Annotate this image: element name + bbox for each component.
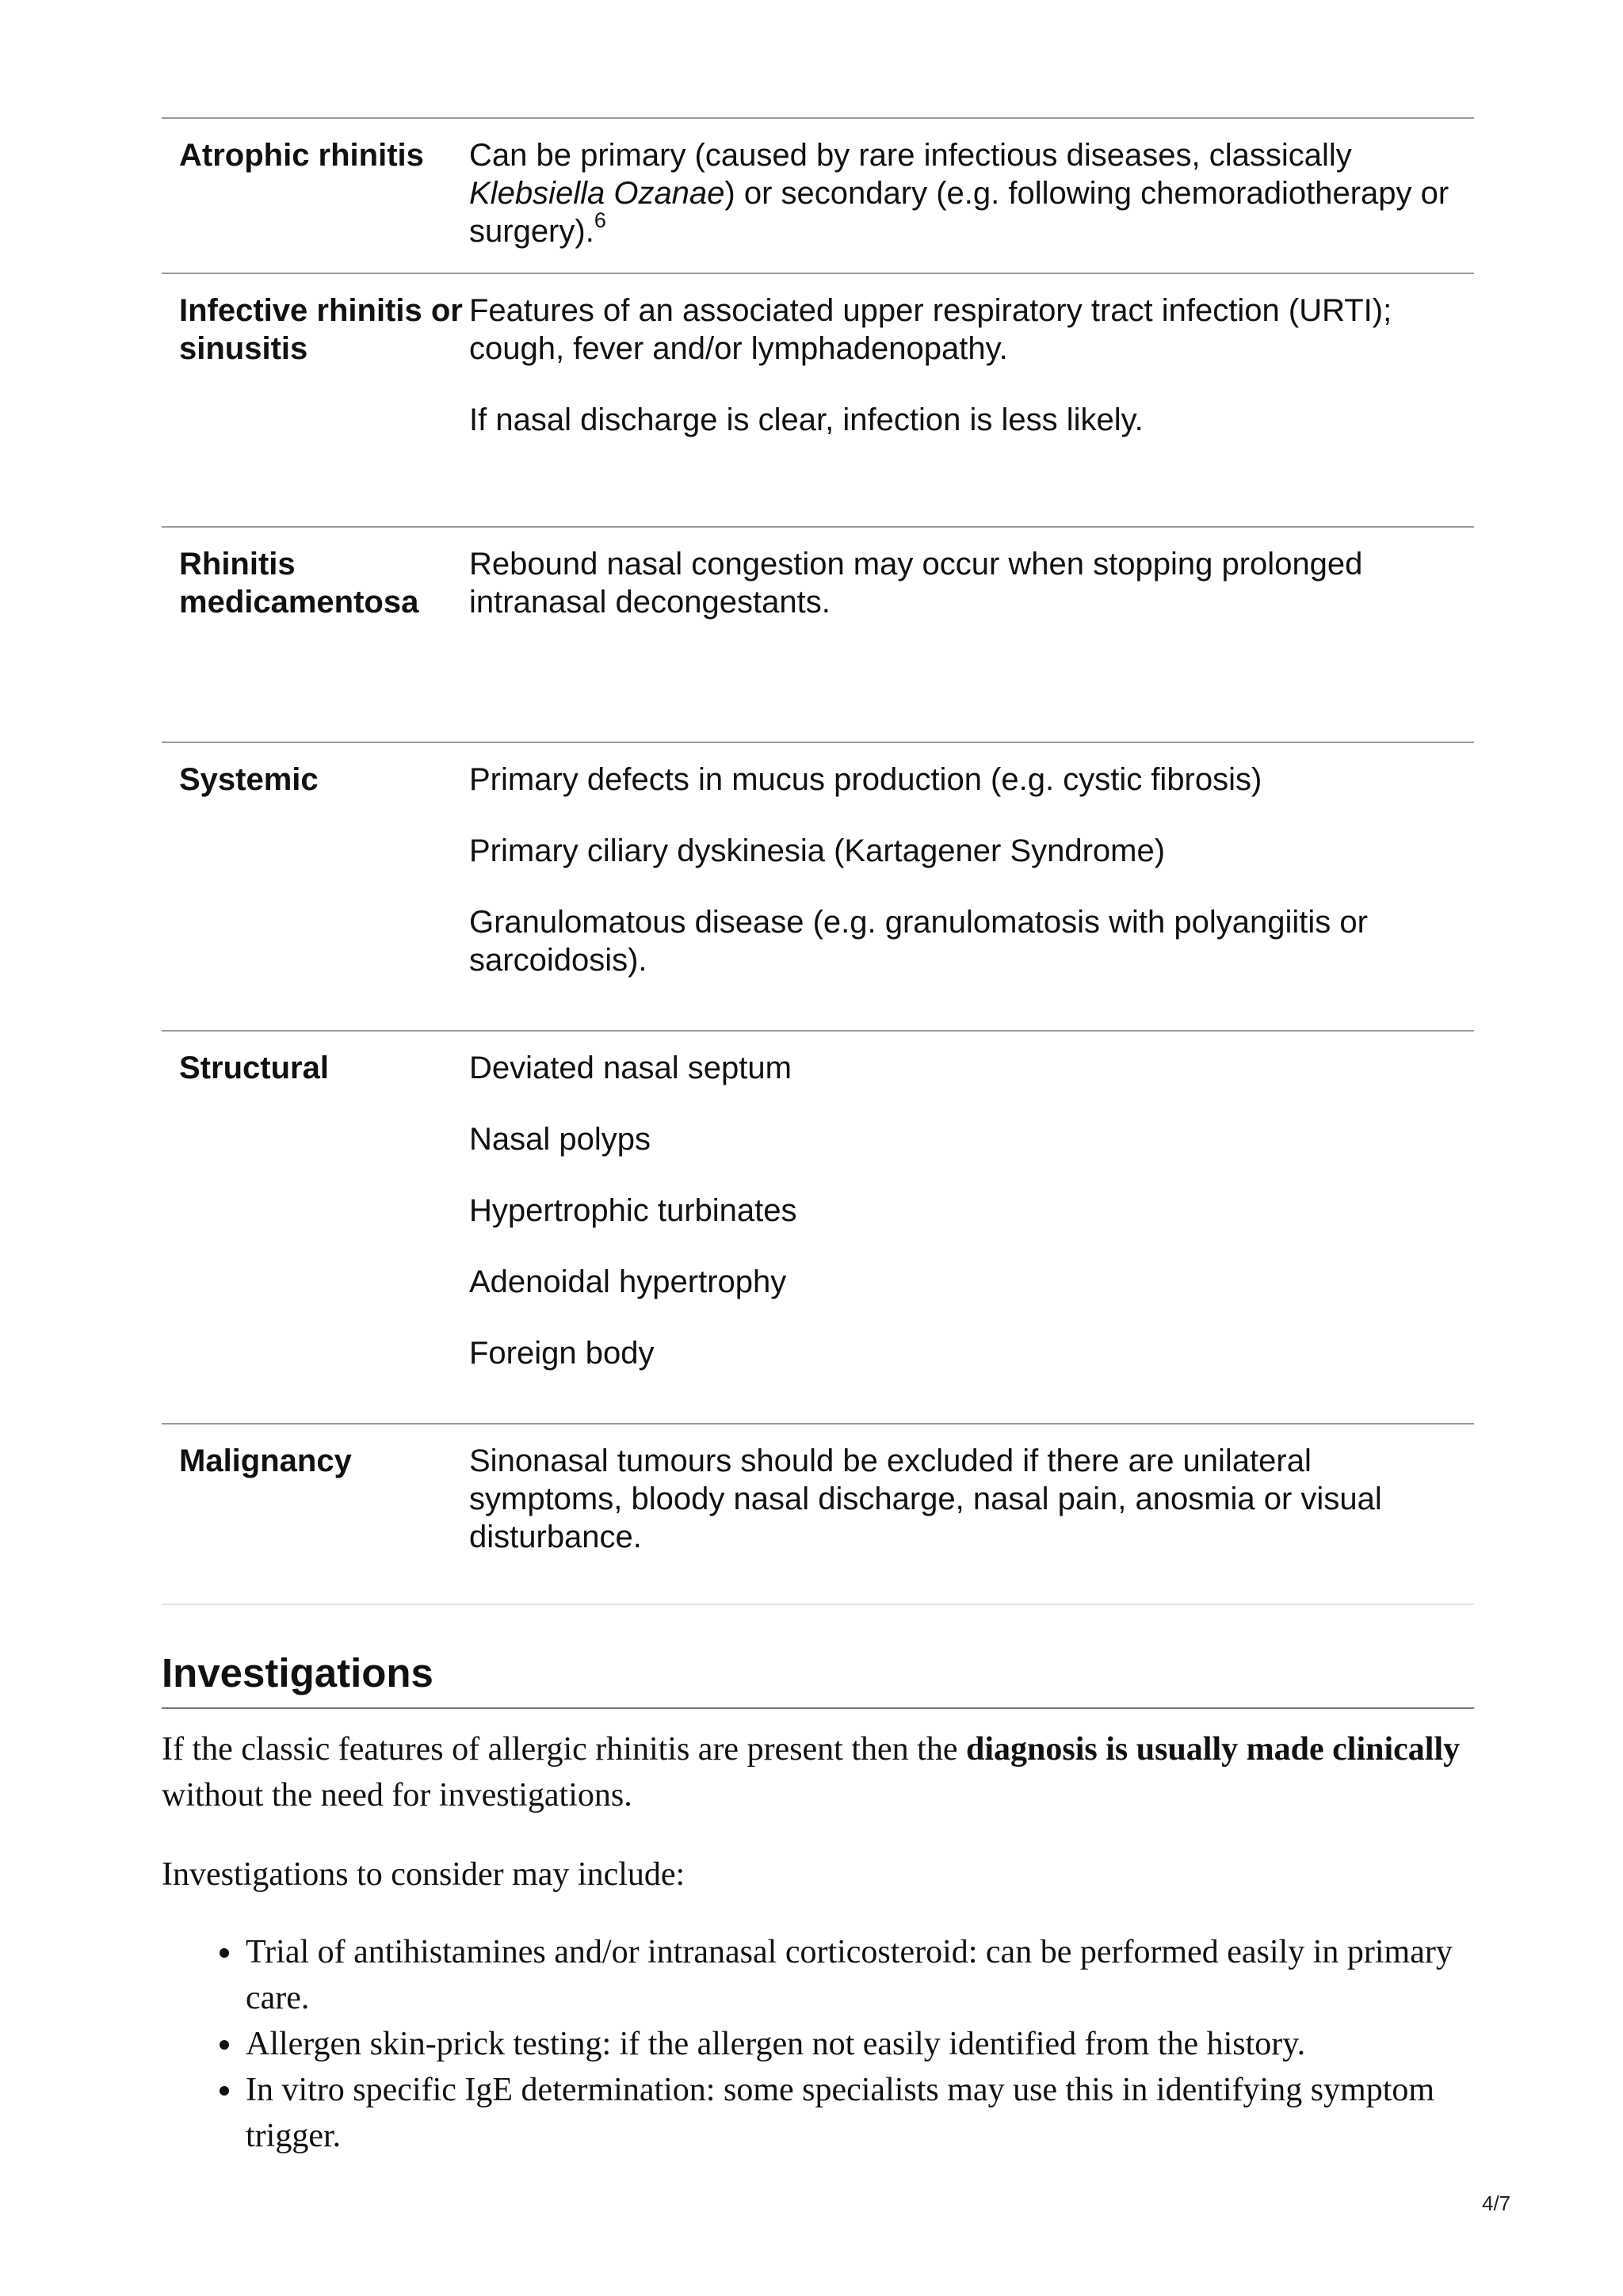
page-number: 4/7: [1482, 2191, 1511, 2215]
description-paragraph: Deviated nasal septum: [469, 1051, 792, 1085]
organism-name: Klebsiella Ozanae: [469, 176, 725, 211]
investigations-heading: Investigations: [162, 1650, 1474, 1709]
text-span: without the need for investigations.: [162, 1777, 632, 1814]
description-paragraph: Adenoidal hypertrophy: [469, 1264, 787, 1299]
description-paragraph: Features of an associated upper respiratory tract infection (URTI); cough, fever and/or lymphadenopathy.: [469, 293, 1392, 366]
reference-marker: 6: [594, 208, 606, 232]
description-paragraph: Hypertrophic turbinates: [469, 1193, 797, 1228]
description-paragraph: If nasal discharge is clear, infection is less likely.: [469, 402, 1144, 437]
condition-name: Infective rhinitis or sinusitis: [162, 273, 469, 527]
condition-description: [469, 1031, 1474, 1424]
condition-description: [469, 273, 1474, 527]
emphasis-text: diagnosis is usually made clinically: [965, 1731, 1461, 1768]
condition-description: [469, 527, 1474, 742]
differential-diagnosis-table: [162, 117, 1474, 1605]
list-item: • Allergen skin-prick testing: if the allergen not easily identified from the history.: [244, 2021, 1474, 2067]
condition-description: [469, 1424, 1474, 1604]
intro-paragraph: [162, 1726, 1474, 1818]
description-paragraph: Foreign body: [469, 1336, 655, 1371]
description-paragraph: Nasal polyps: [469, 1122, 651, 1157]
condition-name: Malignancy: [162, 1424, 469, 1604]
table-row: [162, 1031, 1474, 1424]
investigations-list: [162, 1929, 1474, 2159]
description-paragraph: Sinonasal tumours should be excluded if there are unilateral symptoms, bloody nasal discharge, nasal pain, anosmia or visual disturbance.: [469, 1444, 1382, 1554]
lead-paragraph: Investigations to consider may include:: [162, 1856, 685, 1893]
list-item: • In vitro specific IgE determination: some specialists may use this in identifying symptom trigger.: [244, 2067, 1474, 2159]
condition-name: Structural: [162, 1031, 469, 1424]
description-paragraph: Primary ciliary dyskinesia (Kartagener Syndrome): [469, 833, 1166, 868]
condition-description: [469, 118, 1474, 273]
table-row: [162, 1424, 1474, 1604]
description-paragraph: Granulomatous disease (e.g. granulomatosis with polyangiitis or sarcoidosis).: [469, 905, 1368, 978]
list-item: • Trial of antihistamines and/or intranasal corticosteroid: can be performed easily in primary care.: [244, 1929, 1474, 2021]
table-row: [162, 742, 1474, 1031]
description-paragraph: Rebound nasal congestion may occur when stopping prolonged intranasal decongestants.: [469, 547, 1363, 620]
condition-name: Rhinitis medicamentosa: [162, 527, 469, 742]
table-row: [162, 527, 1474, 742]
condition-name: Systemic: [162, 742, 469, 1031]
table-row: [162, 273, 1474, 527]
table-row: [162, 118, 1474, 273]
description-paragraph: Primary defects in mucus production (e.g. cystic fibrosis): [469, 762, 1262, 797]
text-span: Can be primary (caused by rare infectious diseases, classically: [469, 138, 1352, 173]
condition-name: Atrophic rhinitis: [162, 118, 469, 273]
text-span: If the classic features of allergic rhinitis are present then the: [162, 1731, 966, 1768]
text-span: ) or secondary (e.g. following chemoradiotherapy or surgery).: [469, 176, 1449, 249]
description-paragraph: [469, 136, 1466, 250]
document-page: [162, 117, 1474, 2159]
condition-description: [469, 742, 1474, 1031]
